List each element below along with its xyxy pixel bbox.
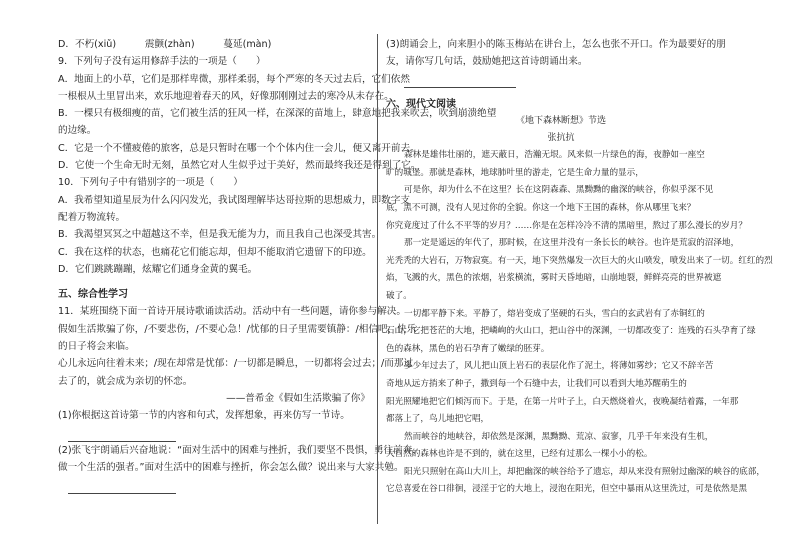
article-line: 它总喜爱在谷口徘徊，浸淫于它的大地上，浸泡在阳光，但空中暴雨从这里洗过，可是依然是黑 bbox=[386, 484, 747, 495]
text-line: D．不朽(xiǔ) 震颤(zhàn) 蔓延(màn) bbox=[58, 39, 272, 50]
text-line: 配着万物流转。 bbox=[58, 211, 126, 223]
poem-citation: ——普希金《假如生活欺骗了你》 bbox=[226, 392, 370, 404]
answer-blank-row bbox=[386, 71, 736, 88]
article-line: 都落上了，鸟儿地把它唱， bbox=[386, 414, 490, 425]
option-d: D．它使一个生命无时无刻，虽然它对人生似乎过于美好，然而最终我还是得到了它。 bbox=[58, 160, 421, 172]
article-line: 底，黑不可测，没有人见过你的全貌。你这一个地下王国的森林，你从哪里飞来？ bbox=[386, 202, 696, 213]
text-line: 一根根从土里冒出来，欢乐地迎着春天的风，好像那刚刚过去的寒冷从未存在。 bbox=[58, 90, 394, 102]
article-line: 破了。 bbox=[386, 290, 412, 301]
article-line: 奇地从远方捎来了种子，撒到每一个石缝中去，让我们可以看到大地苏醒萌生的 bbox=[386, 378, 687, 389]
column-divider bbox=[377, 34, 378, 524]
answer-blank[interactable] bbox=[68, 483, 176, 494]
article-line: 可是你，却为什么不在这里？长在这阴森森、黑黝黝的幽深的峡谷，你似乎深不见 bbox=[404, 185, 714, 196]
article-line: 大自然的森林也许是不到的，就在这里，已经有过那么一棵小小的松。 bbox=[386, 449, 653, 460]
option-c: C．我在这样的状态，也痛花它们能忘却，但却不能取消它遗留下的印迹。 bbox=[58, 246, 372, 258]
article-line: 色的森林，黑色的岩石孕育了嫩绿的胚芽。 bbox=[386, 343, 550, 354]
option-c: C．它是一个不懂疲倦的旅客，总是只暂时在哪一个个体内住一会儿，便又离开前去。 bbox=[58, 142, 420, 154]
article-line: 阳光照耀地把它们倾泻而下。于是，在第一片叶子上，白天燃烧着火，夜晚凝结着露，一年那 bbox=[386, 396, 739, 407]
poem-line: 的日子将会来临。 bbox=[58, 341, 135, 353]
sub-question-3: (3)朗诵会上，向来胆小的陈玉梅站在讲台上，怎么也张不开口。作为最要好的朋 bbox=[386, 39, 726, 50]
article-line: 森林是雄伟壮丽的，遮天蔽日，浩瀚无垠。风来似一片绿色的海，夜静如一座空 bbox=[404, 150, 705, 161]
article-line: 然而峡谷的地峡谷，却依然是深渊，黑黝黝、荒凉、寂寥，几乎千年来没有生机， bbox=[404, 431, 714, 442]
poem-line: 去了的，就会成为亲切的怀恋。 bbox=[58, 375, 193, 387]
article-line: 石山，它把苍茫的大地，把嶙峋的火山口，把山谷中的深渊，一切都改变了：连残的石头孕育了绿 bbox=[386, 326, 756, 337]
article-author: 张抗抗 bbox=[547, 133, 575, 144]
article-line: 旷的城堡。那就是森林，地球肺叶里的游走，它是生命力量的显示， bbox=[386, 167, 644, 178]
option-b: B．一棵只有极细瘦的苗，它们被生活的狂风一样，在深深的苗地上，肆意地把我来吹去，吹到崩溃绝望 bbox=[58, 108, 497, 120]
article-line: 一切都平静下来。平静了，熔岩变成了坚硬的石头，雪白的玄武岩有了赤铜红的 bbox=[404, 308, 705, 319]
question-11: 11．某班围绕下面一首诗开展诗歌诵读活动。活动中有一些问题，请你参与解决。 bbox=[58, 306, 406, 318]
text-line: 友，请你写几句话，鼓励她把这首诗朗诵出来。 bbox=[386, 56, 588, 68]
option-a: A．我希望知道星辰为什么闪闪发光，我试图理解毕达哥拉斯的思想威力，即数字支 bbox=[58, 194, 410, 206]
right-column bbox=[386, 36, 773, 499]
answer-blank[interactable] bbox=[404, 77, 516, 88]
option-b: B．我渴望冥冥之中超越这不幸，但是我无能为力，而且我自己也深受其害。 bbox=[58, 229, 382, 241]
article-line: 那一定是遥远的年代了，那时候，在这里并没有一条长长的峡谷。也许是荒寂的沼泽地， bbox=[404, 238, 740, 249]
poem-line: 假如生活欺骗了你，/不要悲伤，/不要心急！/忧郁的日子里需要镇静：/相信吧，快乐 bbox=[58, 323, 417, 335]
text-line: 做一个生活的强者。”面对生活中的困难与挫折，你会怎么做？说出来与大家共勉。 bbox=[58, 462, 404, 474]
question-10: 10．下列句子中有错别字的一项是（ ） bbox=[58, 177, 243, 189]
answer-blank[interactable] bbox=[68, 431, 176, 442]
answer-blank-row bbox=[58, 425, 376, 442]
option-a: A．地面上的小草，它们是那样卑微，那样柔弱，每个严寒的冬天过去后，它们依然 bbox=[58, 73, 410, 85]
text-line: 的边缘。 bbox=[58, 125, 97, 137]
article-line: 多少年过去了，风儿把山顶上岩石的表层化作了泥土，将薄如雾纱；它又不辞辛苦 bbox=[404, 361, 714, 372]
article-line: 光秃秃的大岩石，万物寂寞。有一天，地下突然爆发一次巨大的火山喷发，喷发出来了一切。红红的烈 bbox=[386, 255, 773, 266]
article-title: 《地下森林断想》节选 bbox=[515, 116, 606, 127]
article-line: 你究竟度过了什么不平等的岁月？……你是在怎样冷冷不清的黑暗里，熬过了那么漫长的岁月？ bbox=[386, 220, 747, 231]
section-title: 六、现代文阅读 bbox=[386, 98, 456, 110]
section-title: 五、综合性学习 bbox=[58, 289, 128, 301]
article-line: 焰，飞溅的火，黑色的浓烟，岩浆横流，雾时天昏地暗，山崩地裂，鲜鲜亮亮的世界被遮 bbox=[386, 273, 722, 284]
question-9: 9．下列句子没有运用修辞手法的一项是（ ） bbox=[58, 56, 266, 68]
answer-blank-row bbox=[58, 476, 376, 493]
article-line: 阳光只照射在高山大川上，却把幽深的峡谷给予了遗忘，却从来没有照射过幽深的峡谷的底部， bbox=[404, 466, 765, 477]
poem-line: 心儿永远向往着未来；/现在却常是忧郁：/一切都是瞬息，一切都将会过去；/而那过 bbox=[58, 358, 414, 370]
option-d: D．它们跳跳蹦蹦，炫耀它们通身金黄的翼毛。 bbox=[58, 263, 258, 275]
sub-question-2: (2)张飞宇朗诵后兴奋地说：“面对生活中的困难与挫折，我们要坚不畏惧，勇往前奔， bbox=[58, 444, 422, 456]
sub-question-1: (1)你根据这首诗第一节的内容和句式，发挥想象，再来仿写一节诗。 bbox=[58, 410, 350, 422]
